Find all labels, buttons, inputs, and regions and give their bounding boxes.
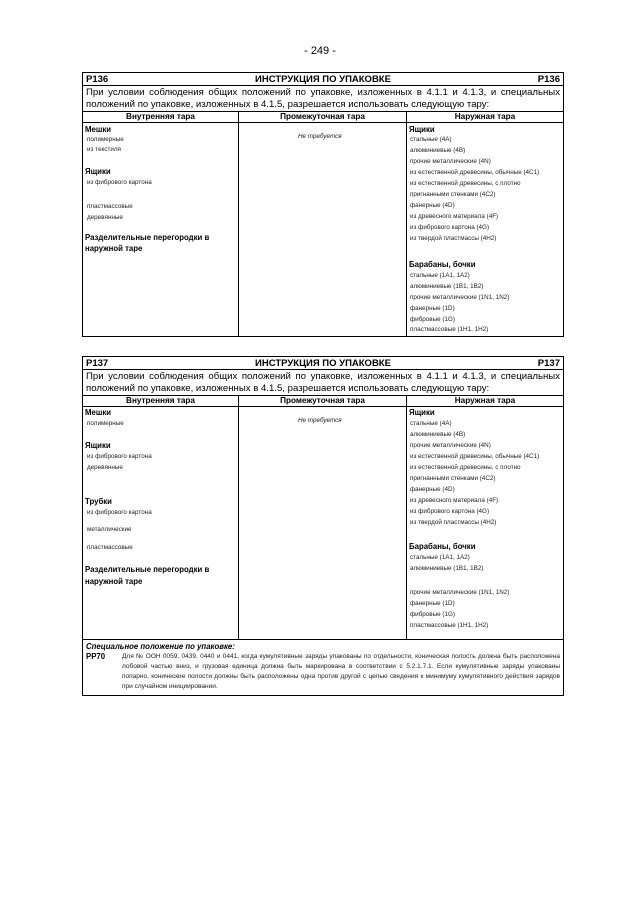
- outer-group-label: Ящики: [409, 408, 435, 417]
- inner-group-label: Разделительные перегородки в: [85, 233, 210, 242]
- column-header-outer: Наружная тара: [454, 112, 516, 121]
- inner-group-label: Трубки: [85, 497, 112, 506]
- outer-group-label: Барабаны, бочки: [409, 260, 476, 269]
- outer-item: пластмассовые (1H1, 1H2): [410, 622, 489, 629]
- outer-item: стальные (4A): [410, 420, 452, 427]
- outer-item: стальные (1A1, 1A2): [410, 554, 470, 561]
- outer-item: фанерные (4D): [410, 202, 455, 209]
- outer-item: пригнанными стенками (4C2): [410, 475, 496, 482]
- inner-group-label: наружной таре: [85, 577, 143, 586]
- intermediate-not-required: Не требуется: [298, 417, 342, 424]
- inner-item: полимерные: [87, 420, 124, 427]
- outer-packaging-column: [407, 407, 563, 639]
- outer-item: фибровые (1G): [410, 316, 456, 323]
- instruction-header: [83, 357, 563, 370]
- instruction-intro: При условии соблюдения общих положений по упаковке, изложенных в 4.1.1 и 4.1.3, и специальных положений по упаковке, изложенных в 4.1.5, разрешается использовать следующую тару:: [83, 86, 563, 112]
- column-header-intermediate: Промежуточная тара: [239, 396, 407, 406]
- page-number: - 249 -: [304, 45, 336, 57]
- instruction-header: [83, 73, 563, 86]
- outer-item: прочие металлические (1N1, 1N2): [410, 294, 510, 301]
- inner-group-label: Ящики: [85, 167, 111, 176]
- outer-packaging-column: [407, 123, 563, 336]
- outer-item: фибровые (1G): [410, 611, 456, 618]
- outer-item: из древесного материала (4F): [410, 497, 499, 504]
- special-provision-text: Для № ООН 0059, 0439, 0440 и 0441, когда кумулятивные заряды упакованы по отдельности, коническая полость должна быть расположена лобовой частью вниз, и грузовая единица должна быть маркирована в соответствии с 5.2.1.7.1. Если кумулятивные заряды упакованы попарно, конические полости должны быть расположены одна против другой с целью сведения к минимуму кумулятивного действия зарядов при случайном инициировании.: [122, 653, 560, 690]
- inner-group-label: Мешки: [85, 125, 112, 134]
- instruction-p136: [82, 72, 564, 337]
- column-header-inner: Внутренняя тара: [83, 396, 239, 406]
- special-provision: [83, 639, 563, 695]
- outer-item: прочие металлические (4N): [410, 158, 491, 165]
- outer-item: из естественной древесины, обычные (4C1): [410, 453, 540, 460]
- outer-item: стальные (1A1, 1A2): [410, 272, 470, 279]
- outer-item: фанерные (4D): [410, 486, 455, 493]
- inner-item: из фибрового картона: [87, 453, 152, 460]
- inner-packaging-column: [83, 123, 239, 336]
- outer-item: алюминиевые (1B1, 1B2): [410, 565, 484, 572]
- instruction-code-left: P137: [86, 357, 109, 369]
- inner-item: металлические: [87, 526, 132, 533]
- instruction-code-left: P136: [86, 73, 109, 85]
- column-headers: [83, 112, 563, 123]
- column-headers: [83, 396, 563, 407]
- inner-group-label: Ящики: [85, 441, 111, 450]
- outer-item: алюминиевые (4B): [410, 431, 466, 438]
- outer-item: пластмассовые (1H1, 1H2): [410, 326, 489, 333]
- instruction-code-right: P136: [537, 73, 560, 85]
- inner-item: пластмассовые: [87, 203, 133, 210]
- inner-item: из фибрового картона: [87, 509, 152, 516]
- inner-item: из фибрового картона: [87, 179, 152, 186]
- outer-item: из фибрового картона (4G): [410, 508, 490, 515]
- instruction-intro: При условии соблюдения общих положений по упаковке, изложенных в 4.1.1 и 4.1.3, и специальных положений по упаковке, изложенных в 4.1.5, разрешается использовать следующую тару:: [83, 370, 563, 396]
- packaging-table-body: [83, 407, 563, 639]
- outer-item: алюминиевые (4B): [410, 147, 466, 154]
- intermediate-not-required: Не требуется: [298, 133, 342, 140]
- intermediate-packaging-column: [239, 407, 407, 639]
- intermediate-packaging-column: [239, 123, 407, 336]
- outer-item: прочие металлические (1N1, 1N2): [410, 589, 510, 596]
- outer-item: стальные (4A): [410, 136, 452, 143]
- inner-group-label: наружной таре: [85, 244, 143, 253]
- column-header-intermediate: Промежуточная тара: [239, 112, 407, 122]
- special-provision-title: Специальное положение по упаковке:: [86, 642, 235, 651]
- outer-item: алюминиевые (1B1, 1B2): [410, 283, 484, 290]
- inner-item: пластмассовые: [87, 544, 133, 551]
- outer-item: из древесного материала (4F): [410, 213, 499, 220]
- instruction-title: ИНСТРУКЦИЯ ПО УПАКОВКЕ: [255, 357, 391, 369]
- column-header-outer: Наружная тара: [454, 396, 516, 405]
- instruction-p137: [82, 356, 564, 696]
- outer-item: из естественной древесины, с плотно: [410, 180, 521, 187]
- outer-group-label: Ящики: [409, 125, 435, 134]
- outer-item: из твердой пластмассы (4H2): [410, 235, 497, 242]
- inner-group-label: Разделительные перегородки в: [85, 565, 210, 574]
- outer-item: фанерные (1D): [410, 305, 455, 312]
- outer-item: фанерные (1D): [410, 600, 455, 607]
- inner-item: деревянные: [87, 464, 123, 471]
- outer-item: прочие металлические (4N): [410, 442, 491, 449]
- inner-packaging-column: [83, 407, 239, 639]
- outer-item: из естественной древесины, обычные (4C1): [410, 169, 540, 176]
- special-provision-code: PP70: [86, 652, 106, 661]
- inner-group-label: Мешки: [85, 408, 112, 417]
- packaging-table-body: [83, 123, 563, 336]
- instruction-title: ИНСТРУКЦИЯ ПО УПАКОВКЕ: [255, 73, 391, 85]
- instruction-code-right: P137: [537, 357, 560, 369]
- outer-item: из твердой пластмассы (4H2): [410, 519, 497, 526]
- outer-item: из естественной древесины, с плотно: [410, 464, 521, 471]
- special-provision-row: [86, 652, 560, 692]
- column-header-inner: Внутренняя тара: [83, 112, 239, 122]
- outer-item: из фибрового картона (4G): [410, 224, 490, 231]
- inner-item: деревянные: [87, 214, 123, 221]
- outer-group-label: Барабаны, бочки: [409, 542, 476, 551]
- outer-item: пригнанными стенками (4C2): [410, 191, 496, 198]
- inner-item: из текстиля: [87, 146, 121, 153]
- inner-item: полимерные: [87, 136, 124, 143]
